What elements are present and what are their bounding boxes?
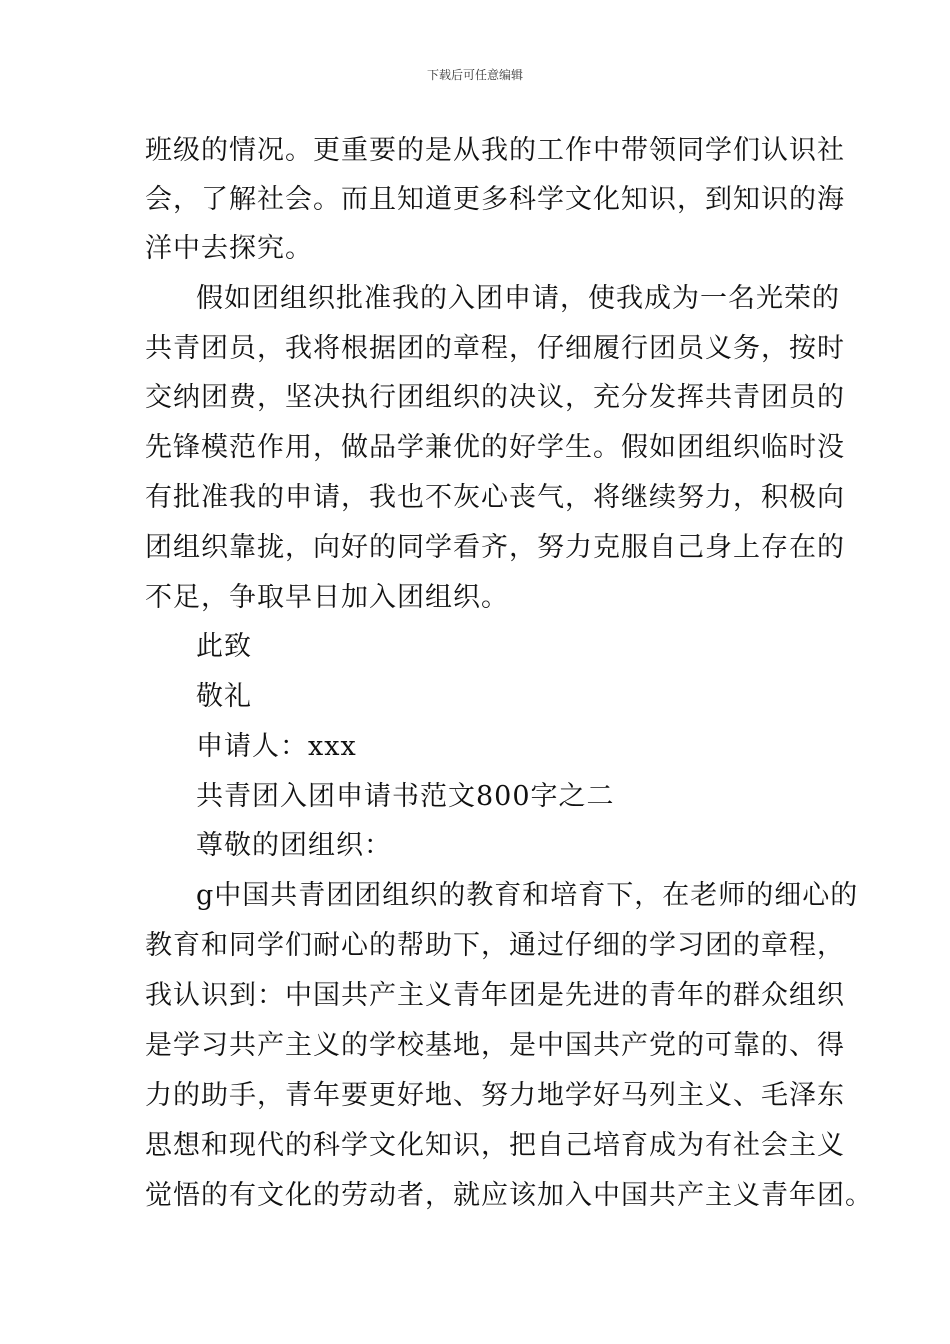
body-line: 交纳团费，坚决执行团组织的决议，充分发挥共青团员的	[145, 382, 845, 413]
body-line: 假如团组织批准我的入团申请，使我成为一名光荣的	[196, 283, 840, 314]
body-line: 有批准我的申请，我也不灰心丧气，将继续努力，积极向	[145, 482, 845, 513]
section-title: 共青团入团申请书范文800字之二	[196, 781, 615, 812]
body-line: 是学习共产主义的学校基地，是中国共产党的可靠的、得	[145, 1030, 845, 1061]
body-line: 班级的情况。更重要的是从我的工作中带领同学们认识社	[145, 135, 845, 166]
body-line: 教育和同学们耐心的帮助下，通过仔细的学习团的章程，	[145, 930, 845, 961]
body-line: 不足，争取早日加入团组织。	[145, 582, 509, 613]
body-line: 先锋模范作用，做品学兼优的好学生。假如团组织临时没	[145, 432, 845, 463]
salutation-line: 此致	[196, 631, 252, 662]
page-header: 下载后可任意编辑	[426, 68, 523, 82]
body-line: g中国共青团团组织的教育和培育下，在老师的细心的	[196, 880, 859, 911]
greeting-line: 尊敬的团组织：	[196, 830, 392, 861]
salutation-line: 敬礼	[196, 681, 252, 712]
body-line: 洋中去探究。	[145, 233, 313, 264]
body-line: 会，了解社会。而且知道更多科学文化知识，到知识的海	[145, 184, 845, 215]
body-line: 共青团员，我将根据团的章程，仔细履行团员义务，按时	[145, 333, 845, 364]
body-line: 力的助手，青年要更好地、努力地学好马列主义、毛泽东	[145, 1080, 845, 1111]
body-line: 思想和现代的科学文化知识，把自己培育成为有社会主义	[145, 1130, 845, 1161]
applicant-line: 申请人：xxx	[196, 731, 357, 762]
body-line: 我认识到：中国共产主义青年团是先进的青年的群众组织	[145, 980, 845, 1011]
body-line: 觉悟的有文化的劳动者，就应该加入中国共产主义青年团。	[145, 1180, 873, 1211]
body-line: 团组织靠拢，向好的同学看齐，努力克服自己身上存在的	[145, 532, 845, 563]
